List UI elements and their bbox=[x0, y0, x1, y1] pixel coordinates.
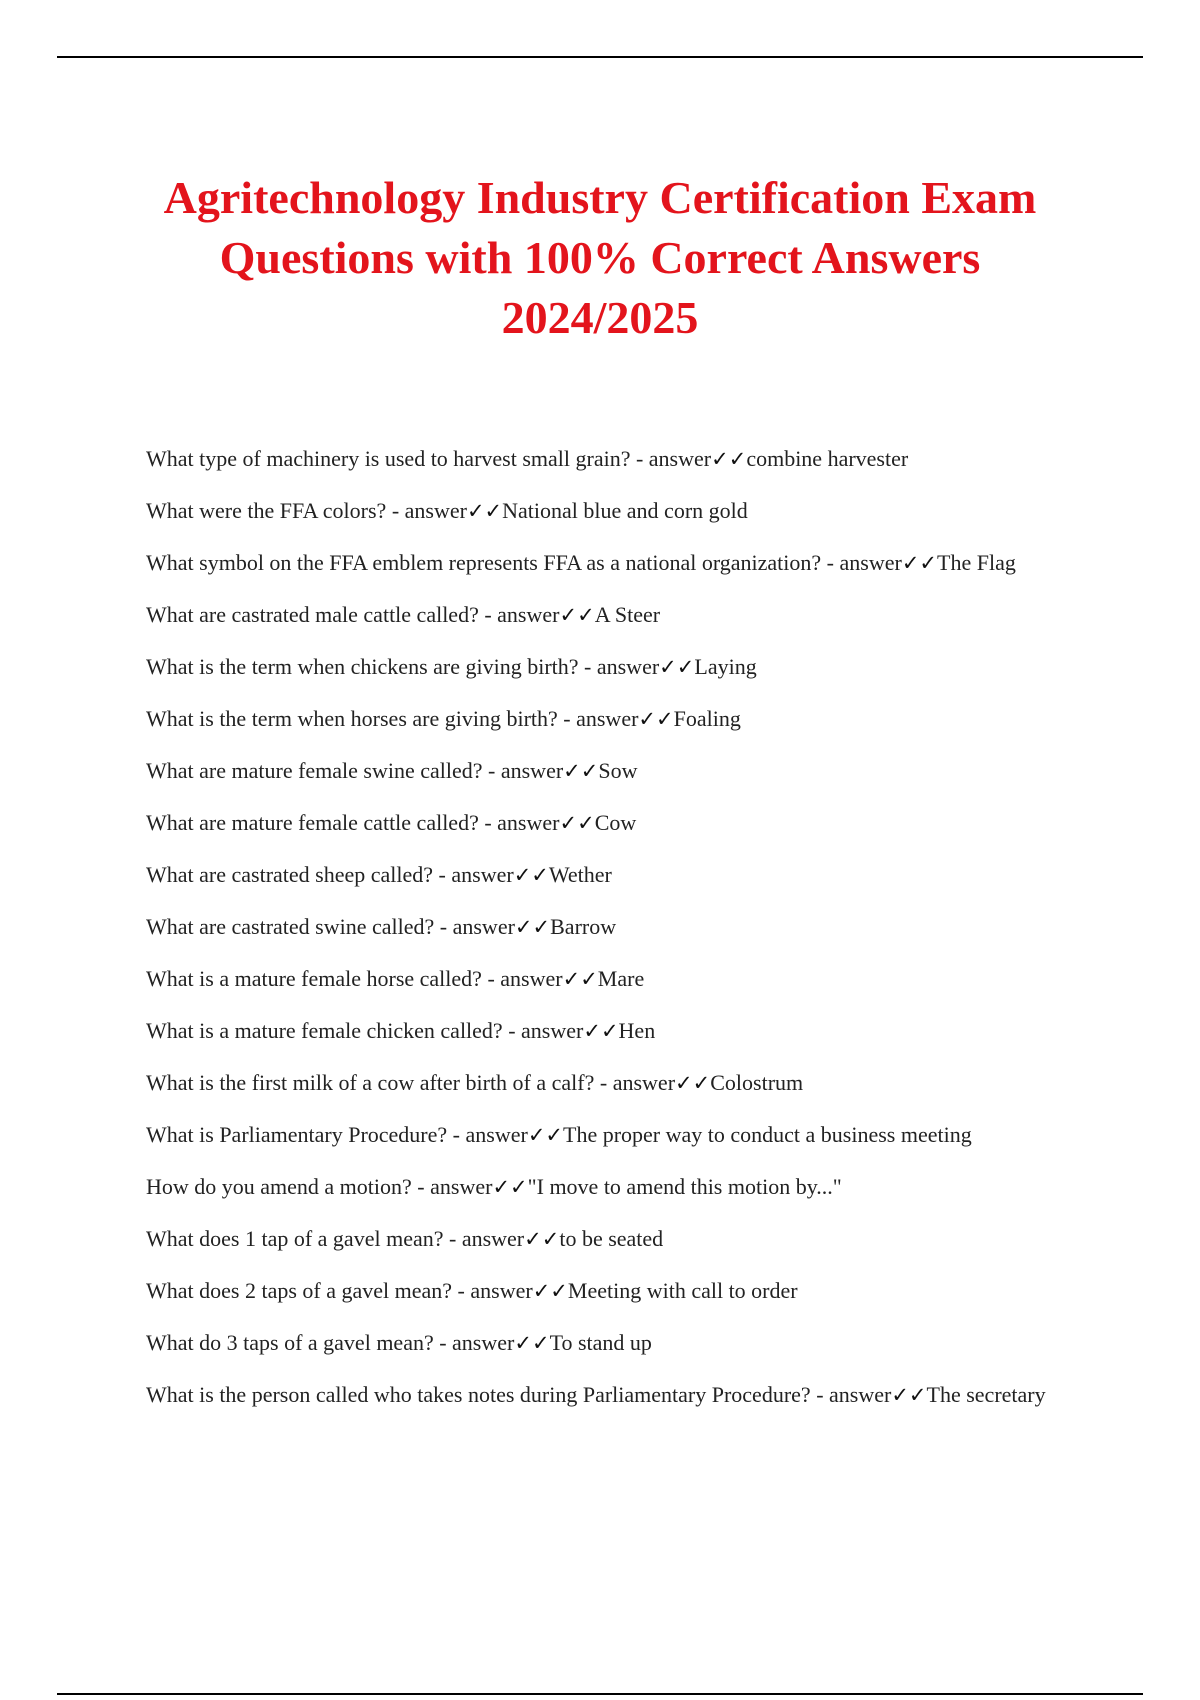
double-check-icon: ✓✓ bbox=[514, 1331, 550, 1355]
qa-item bbox=[146, 495, 1086, 527]
question-text: What are castrated male cattle called? bbox=[146, 602, 479, 627]
qa-item bbox=[146, 963, 1086, 995]
qa-item bbox=[146, 1067, 1086, 1099]
answer-marker: answer bbox=[451, 862, 514, 887]
double-check-icon: ✓✓ bbox=[583, 1019, 619, 1043]
question-text: What are mature female swine called? bbox=[146, 758, 483, 783]
separator: - bbox=[447, 1122, 466, 1147]
qa-item bbox=[146, 1223, 1086, 1255]
answer-marker: answer bbox=[404, 498, 467, 523]
separator: - bbox=[821, 550, 840, 575]
answer-text: The secretary bbox=[926, 1382, 1046, 1407]
answer-marker: answer bbox=[612, 1070, 676, 1095]
question-text: What does 2 taps of a gavel mean? bbox=[146, 1278, 453, 1303]
qa-item bbox=[146, 755, 1086, 787]
question-text: What type of machinery is used to harvest small grain? bbox=[146, 446, 631, 471]
answer-text: Laying bbox=[694, 654, 757, 679]
separator: - bbox=[502, 1018, 522, 1043]
separator: - bbox=[478, 602, 498, 627]
answer-text: A Steer bbox=[594, 602, 661, 627]
answer-marker: answer bbox=[452, 914, 515, 939]
question-text: What is the person called who takes notes during Parliamentary Procedure? bbox=[146, 1382, 811, 1407]
double-check-icon: ✓✓ bbox=[513, 863, 549, 887]
answer-text: Hen bbox=[618, 1018, 656, 1043]
answer-marker: answer bbox=[461, 1226, 525, 1251]
question-text: What do 3 taps of a gavel mean? bbox=[146, 1330, 434, 1355]
double-check-icon: ✓✓ bbox=[532, 1279, 568, 1303]
answer-text: Sow bbox=[598, 758, 638, 783]
question-text: What symbol on the FFA emblem represents FFA as a national organization? bbox=[146, 550, 822, 575]
answer-text: Colostrum bbox=[710, 1070, 804, 1095]
qa-item bbox=[146, 547, 1086, 579]
answer-text: Wether bbox=[548, 862, 612, 887]
qa-item bbox=[146, 599, 1086, 631]
answer-text: To stand up bbox=[549, 1330, 652, 1355]
question-text: What is a mature female chicken called? bbox=[146, 1018, 503, 1043]
question-text: What is a mature female horse called? bbox=[146, 966, 482, 991]
answer-marker: answer bbox=[497, 810, 560, 835]
answer-text: The proper way to conduct a business meeting bbox=[563, 1122, 972, 1147]
double-check-icon: ✓✓ bbox=[563, 759, 599, 783]
question-text: What is the term when chickens are giving birth? bbox=[146, 654, 579, 679]
question-text: What is the first milk of a cow after birth of a calf? bbox=[146, 1070, 595, 1095]
question-text: What were the FFA colors? bbox=[146, 498, 387, 523]
double-check-icon: ✓✓ bbox=[901, 551, 938, 575]
double-check-icon: ✓✓ bbox=[492, 1175, 528, 1199]
answer-marker: answer bbox=[497, 602, 560, 627]
answer-marker: answer bbox=[521, 1018, 584, 1043]
double-check-icon: ✓✓ bbox=[675, 1071, 711, 1095]
answer-text: to be seated bbox=[559, 1226, 664, 1251]
separator: - bbox=[433, 1330, 453, 1355]
separator: - bbox=[434, 914, 453, 939]
answer-text: Barrow bbox=[550, 914, 617, 939]
answer-marker: answer bbox=[500, 966, 563, 991]
question-text: What is Parliamentary Procedure? bbox=[146, 1122, 448, 1147]
answer-marker: answer bbox=[500, 758, 564, 783]
separator: - bbox=[482, 758, 501, 783]
bottom-rule bbox=[57, 1693, 1143, 1695]
document-title bbox=[100, 168, 1100, 348]
qa-item bbox=[146, 859, 1086, 891]
double-check-icon: ✓✓ bbox=[524, 1227, 560, 1251]
separator: - bbox=[810, 1382, 830, 1407]
double-check-icon: ✓✓ bbox=[527, 1123, 564, 1147]
answer-marker: answer bbox=[839, 550, 902, 575]
qa-item bbox=[146, 1171, 1086, 1203]
double-check-icon: ✓✓ bbox=[562, 967, 598, 991]
double-check-icon: ✓✓ bbox=[559, 811, 595, 835]
answer-marker: answer bbox=[576, 706, 639, 731]
question-text: What are castrated swine called? bbox=[146, 914, 435, 939]
double-check-icon: ✓✓ bbox=[514, 915, 551, 939]
double-check-icon: ✓✓ bbox=[466, 499, 503, 523]
answer-text: combine harvester bbox=[746, 446, 909, 471]
separator: - bbox=[443, 1226, 462, 1251]
answer-marker: answer bbox=[465, 1122, 528, 1147]
separator: - bbox=[557, 706, 577, 731]
answer-marker: answer bbox=[452, 1330, 515, 1355]
separator: - bbox=[478, 810, 498, 835]
separator: - bbox=[630, 446, 649, 471]
question-text: How do you amend a motion? bbox=[146, 1174, 412, 1199]
answer-marker: answer bbox=[470, 1278, 533, 1303]
qa-item bbox=[146, 651, 1086, 683]
separator: - bbox=[452, 1278, 471, 1303]
qa-item bbox=[146, 1119, 1086, 1151]
double-check-icon: ✓✓ bbox=[638, 707, 674, 731]
answer-text: "I move to amend this motion by..." bbox=[527, 1174, 842, 1199]
question-text: What are mature female cattle called? bbox=[146, 810, 479, 835]
separator: - bbox=[411, 1174, 431, 1199]
qa-item bbox=[146, 1379, 1086, 1411]
separator: - bbox=[594, 1070, 613, 1095]
answer-text: National blue and corn gold bbox=[502, 498, 748, 523]
title-line: Agritechnology Industry Certification Exam bbox=[163, 172, 1037, 223]
qa-item bbox=[146, 443, 1086, 475]
answer-text: Mare bbox=[597, 966, 645, 991]
qa-item bbox=[146, 911, 1086, 943]
answer-text: Cow bbox=[594, 810, 637, 835]
qa-item bbox=[146, 1015, 1086, 1047]
answer-text: Meeting with call to order bbox=[567, 1278, 798, 1303]
question-answer-list bbox=[146, 443, 1086, 1431]
answer-marker: answer bbox=[648, 446, 712, 471]
qa-item bbox=[146, 1327, 1086, 1359]
separator: - bbox=[386, 498, 405, 523]
top-rule bbox=[57, 56, 1143, 58]
answer-marker: answer bbox=[596, 654, 660, 679]
double-check-icon: ✓✓ bbox=[659, 655, 695, 679]
separator: - bbox=[433, 862, 452, 887]
title-line: 2024/2025 bbox=[501, 292, 699, 343]
answer-text: Foaling bbox=[673, 706, 741, 731]
double-check-icon: ✓✓ bbox=[711, 447, 747, 471]
qa-item bbox=[146, 1275, 1086, 1307]
question-text: What is the term when horses are giving birth? bbox=[146, 706, 558, 731]
separator: - bbox=[578, 654, 597, 679]
separator: - bbox=[481, 966, 501, 991]
double-check-icon: ✓✓ bbox=[559, 603, 595, 627]
answer-text: The Flag bbox=[937, 550, 1016, 575]
question-text: What are castrated sheep called? bbox=[146, 862, 434, 887]
question-text: What does 1 tap of a gavel mean? bbox=[146, 1226, 444, 1251]
double-check-icon: ✓✓ bbox=[891, 1383, 927, 1407]
qa-item bbox=[146, 807, 1086, 839]
answer-marker: answer bbox=[829, 1382, 892, 1407]
title-line: Questions with 100% Correct Answers bbox=[219, 232, 981, 283]
answer-marker: answer bbox=[430, 1174, 493, 1199]
qa-item bbox=[146, 703, 1086, 735]
